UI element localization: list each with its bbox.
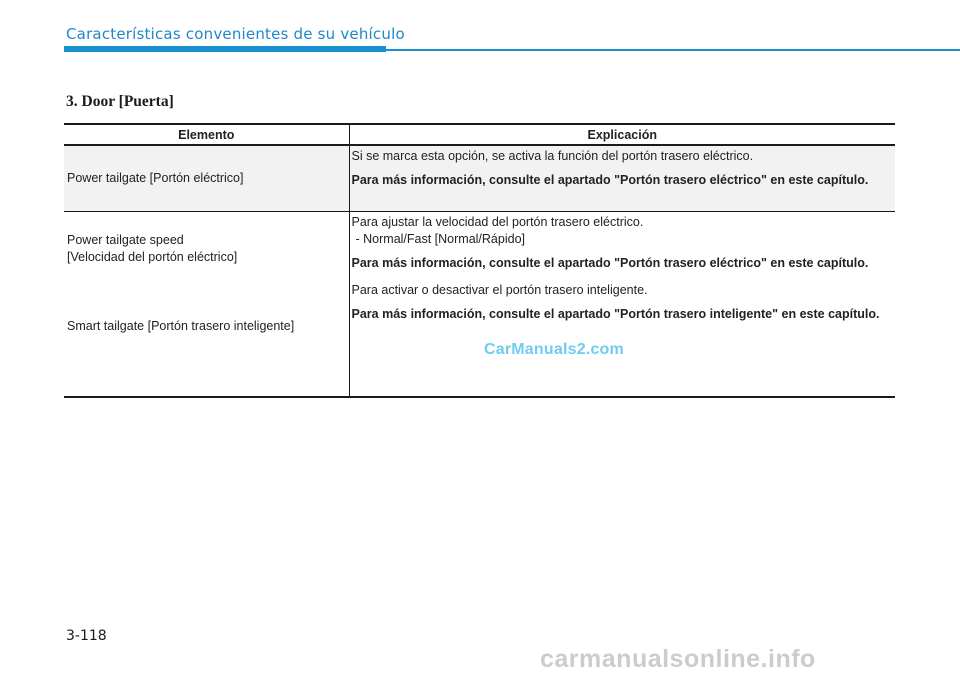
table-row	[64, 145, 895, 212]
table-row	[64, 212, 895, 398]
item-cell	[64, 145, 349, 212]
row-more-info: Para más información, consulte el apartado "Portón trasero inteligente" en este capítulo.	[351, 307, 880, 321]
item-smart-tailgate: Smart tailgate [Portón trasero inteligente]	[67, 319, 295, 333]
item-power-tailgate-speed-translation: [Velocidad del portón eléctrico]	[67, 250, 238, 264]
speed-options: - Normal/Fast [Normal/Rápido]	[355, 232, 525, 246]
row-description: Para ajustar la velocidad del portón trasero eléctrico.	[351, 215, 644, 229]
chapter-title: Características convenientes de su vehículo	[66, 25, 405, 43]
explanation-cell	[349, 145, 895, 212]
section-title: 3. Door [Puerta]	[66, 93, 174, 110]
explanation-cell	[349, 212, 895, 398]
item-cell	[64, 212, 349, 398]
item-power-tailgate-speed: Power tailgate speed	[67, 233, 184, 247]
watermark-carmanualsonline: carmanualsonline.info	[540, 645, 816, 673]
table-header-row	[64, 124, 895, 145]
chapter-rule-accent	[64, 46, 386, 52]
column-header-elemento: Elemento	[64, 124, 349, 145]
settings-table	[64, 123, 895, 398]
item-power-tailgate: Power tailgate [Portón eléctrico]	[67, 171, 244, 185]
column-header-explicacion: Explicación	[349, 124, 895, 145]
row-more-info: Para más información, consulte el apartado "Portón trasero eléctrico" en este capítulo.	[351, 256, 869, 270]
row-more-info: Para más información, consulte el apartado "Portón trasero eléctrico" en este capítulo.	[351, 173, 869, 187]
watermark-carmanuals2: CarManuals2.com	[484, 341, 624, 358]
chapter-rule-line	[386, 49, 960, 51]
page-number: 3-118	[66, 628, 107, 644]
row-description: Para activar o desactivar el portón trasero inteligente.	[351, 283, 648, 297]
row-description: Si se marca esta opción, se activa la función del portón trasero eléctrico.	[351, 149, 754, 163]
